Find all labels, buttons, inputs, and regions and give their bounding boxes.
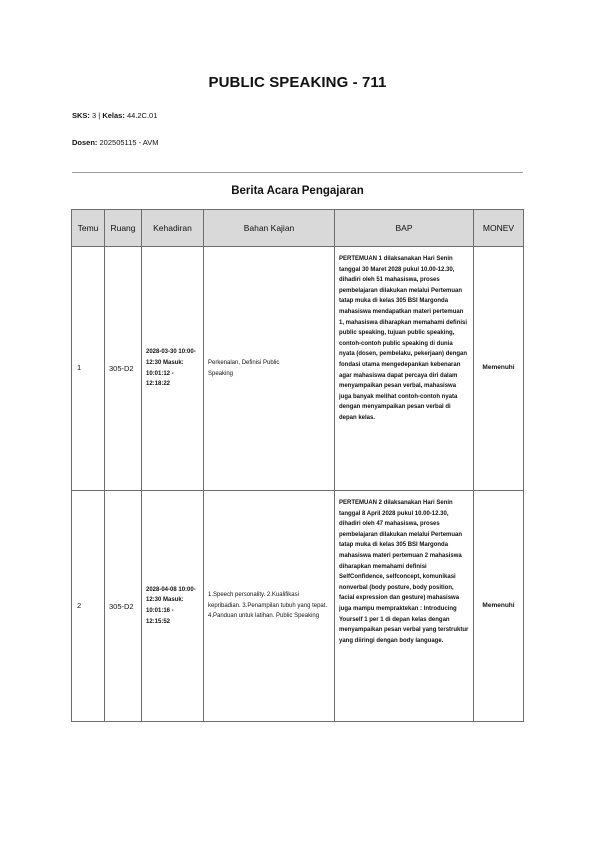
divider xyxy=(72,172,523,173)
lecturer-info xyxy=(72,138,158,147)
cell-temu: 2 xyxy=(72,491,105,722)
bahan-text: 1.Speech personality. 2.Kualifikasi kepribadian. 3.Penampilan tubuh yang tepat. 4.Panduan untuk latihan. Public Speaking xyxy=(208,592,328,620)
section-title: Berita Acara Pengajaran xyxy=(231,185,364,197)
cell-bahan-kajian xyxy=(204,491,335,722)
kelas-label: Kelas: xyxy=(102,111,125,120)
separator: | xyxy=(98,111,101,120)
cell-ruang: 305-D2 xyxy=(105,491,142,722)
bap-text: PERTEMUAN 2 dilaksanakan Hari Senin tanggal 8 April 2028 pukul 10.00-12.30, dihadiri oleh 47 mahasiswa, proses pembelajaran dilakukan melalui Pertemuan tatap muka di kelas 305 BSI Margonda mahasiswa materi pertemuan 2 mahasiswa diharapkan memahami definisi SelfConfidence, selfconcept, komunikasi nonverbal (body posture, body position, facial expression dan gesture) mahasiswa juga mampu mempraktekan : Introducing Yourself 1 per 1 di depan kelas dengan menyampaikan pesan verbal yang terstruktur yang diiringi dengan body language. xyxy=(339,500,469,644)
column-header-temu: Temu xyxy=(72,210,105,247)
cell-ruang: 305-D2 xyxy=(105,247,142,491)
bap-text: PERTEMUAN 1 dilaksanakan Hari Senin tanggal 30 Maret 2028 pukul 10.00-12.30, dihadiri oleh 51 mahasiswa, proses pembelajaran dilakukan melalui Pertemuan tatap muka di kelas 305 BSI Margonda mahasiswa mendapatkan materi pertemuan 1, mahasiswa diharapkan memahami definisi public speaking, tujuan public speaking, contoh-contoh public speaking di dunia nyata (dosen, pembelaku, pekerjaan) dengan fondasi utama mengedepankan kebenaran agar mahasiswa dapat percaya diri dalam menyampaikan pesan verbal, mahasiswa juga banyak melihat contoh-contoh nyata dengan menyampaikan pesan verbal di depan kelas. xyxy=(339,256,468,421)
cell-bap xyxy=(335,247,474,491)
dosen-value: 202505115 - AVM xyxy=(99,138,159,147)
cell-monev: Memenuhi xyxy=(474,491,524,722)
cell-temu: 1 xyxy=(72,247,105,491)
column-header-bahan-kajian: Bahan Kajian xyxy=(204,210,335,247)
cell-monev: Memenuhi xyxy=(474,247,524,491)
column-header-kehadiran: Kehadiran xyxy=(142,210,204,247)
teaching-report-table xyxy=(71,209,524,722)
sks-label: SKS: xyxy=(72,111,90,120)
bahan-text: Perkenalan, Definisi Public Speaking xyxy=(208,359,280,377)
course-info xyxy=(72,111,157,120)
cell-kehadiran: 2028-03-30 10:00-12:30 Masuk: 10:01:12 - 12:18:22 xyxy=(142,247,204,491)
page-title: PUBLIC SPEAKING - 711 xyxy=(208,74,387,91)
column-header-ruang: Ruang xyxy=(105,210,142,247)
table-row xyxy=(72,247,524,491)
dosen-label: Dosen: xyxy=(72,138,98,147)
kelas-value: 44.2C.01 xyxy=(126,111,158,120)
cell-kehadiran: 2028-04-08 10:00-12:30 Masuk: 10:01:16 - 12:15:52 xyxy=(142,491,204,722)
cell-bahan-kajian xyxy=(204,247,335,491)
column-header-bap: BAP xyxy=(335,210,474,247)
table-row xyxy=(72,491,524,722)
column-header-monev: MONEV xyxy=(474,210,524,247)
cell-bap xyxy=(335,491,474,722)
table-header-row xyxy=(72,210,524,247)
sks-value: 3 xyxy=(92,111,97,120)
